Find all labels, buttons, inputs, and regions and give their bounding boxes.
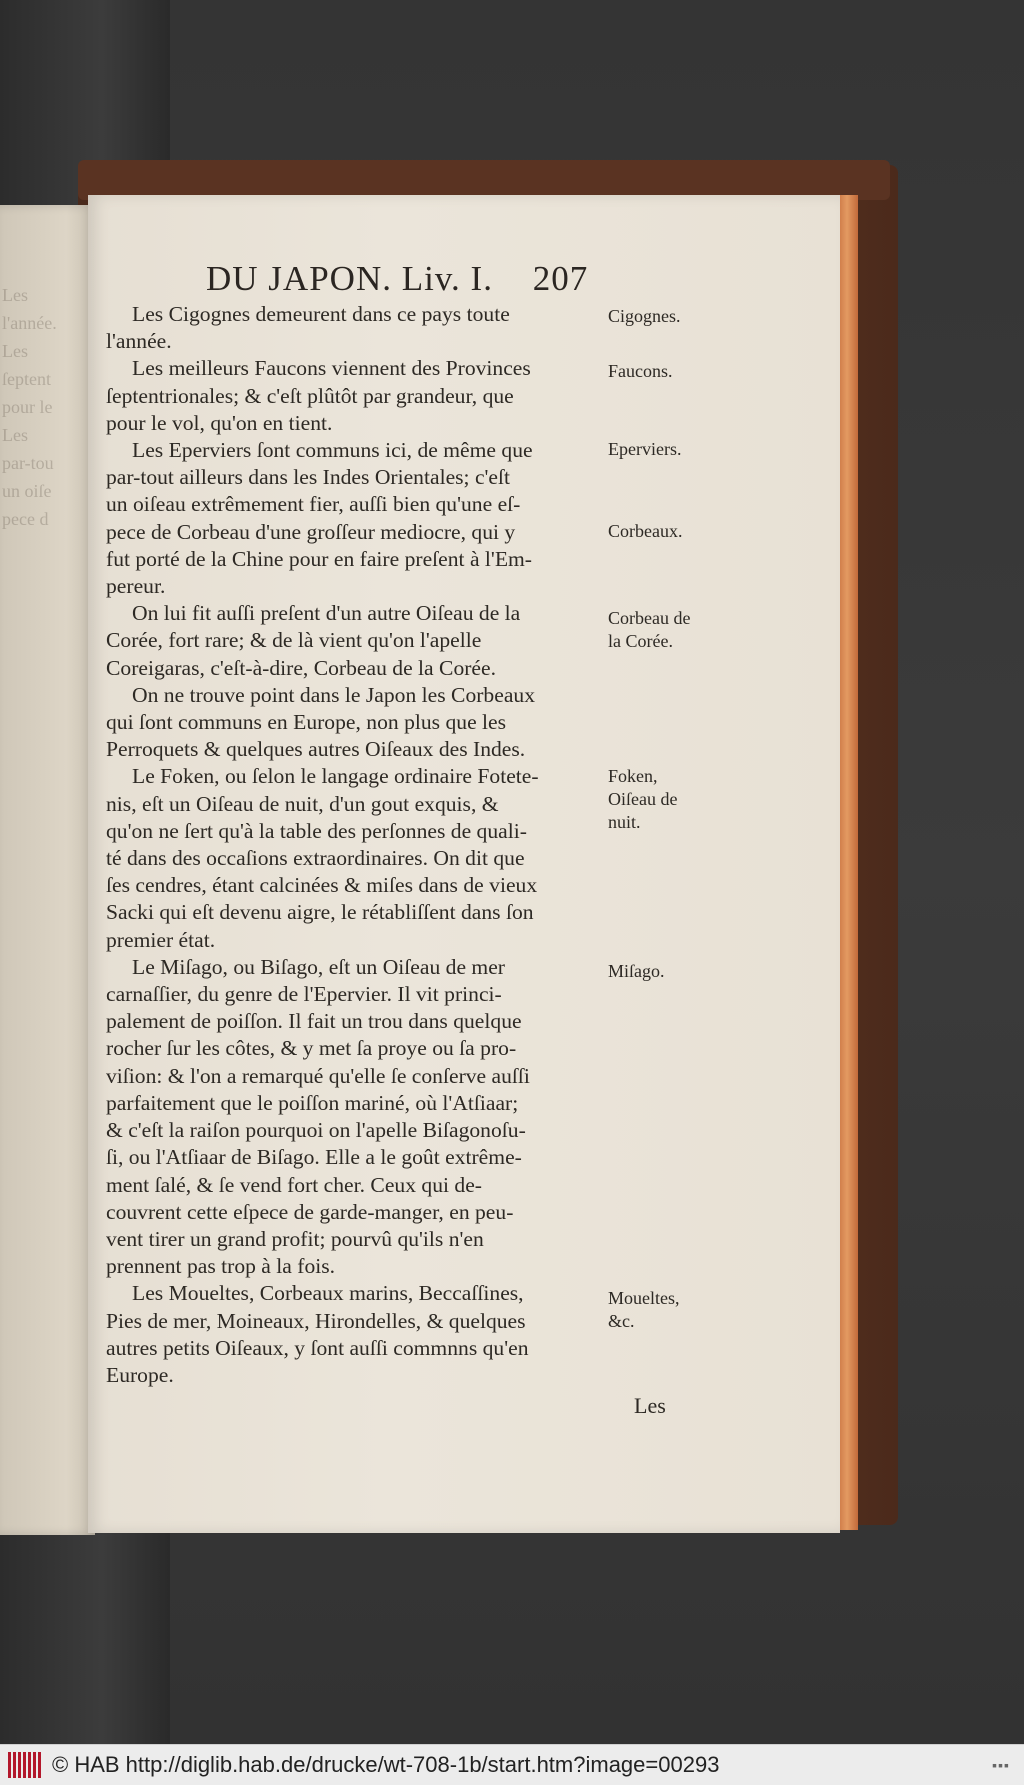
text-line: Pies de mer, Moineaux, Hirondelles, & quelques: [106, 1308, 526, 1333]
text-line: carnaſſier, du genre de l'Epervier. Il vit princi-: [106, 982, 502, 1007]
text-line: fut porté de la Chine pour en faire preſent à l'Em-: [106, 546, 533, 571]
margin-note: Faucons.: [608, 361, 673, 381]
margin-note: Corbeau de la Corée.: [608, 608, 691, 651]
catchword: Les: [634, 1393, 666, 1418]
text-line: & c'eſt la raiſon pourquoi on l'apelle Biſagonoſu-: [106, 1118, 526, 1143]
text-line: nis, eſt un Oiſeau de nuit, d'un gout exquis, &: [106, 791, 499, 816]
text-line: Les Cigognes demeurent dans ce pays toute: [132, 302, 510, 326]
text-line: ſes cendres, étant calcinées & miſes dans de vieux: [106, 873, 538, 898]
text-line: Le Miſago, ou Biſago, eſt un Oiſeau de mer: [132, 954, 505, 979]
text-line: pereur.: [106, 574, 166, 599]
text-line: Les meilleurs Faucons viennent des Provinces: [132, 356, 531, 381]
text-line: prennent pas trop à la fois.: [106, 1254, 336, 1279]
book-page: [88, 195, 840, 1533]
margin-note: Corbeaux.: [608, 521, 683, 541]
footer-link[interactable]: © HAB http://diglib.hab.de/drucke/wt-708-1b/start.htm?image=00293: [52, 1752, 720, 1777]
text-line: ſeptentrionales; & c'eſt plûtôt par grandeur, que: [106, 383, 514, 408]
text-line: parfaitement que le poiſſon mariné, où l'Atſiaar;: [106, 1090, 519, 1115]
margin-note: Cigognes.: [608, 306, 681, 326]
previous-page-fragment: Les l'année. Les ſeptent pour le Les par-tou un oiſe pece d: [0, 205, 95, 1535]
margin-note: Miſago.: [608, 961, 665, 981]
text-line: par-tout ailleurs dans les Indes Orientales; c'eſt: [106, 465, 511, 490]
hab-barcode-icon: [8, 1752, 42, 1778]
text-line: On lui fit auſſi preſent d'un autre Oiſeau de la: [132, 601, 521, 626]
page-number: 207: [532, 259, 589, 298]
text-line: vent tirer un grand profit; pourvû qu'ils n'en: [106, 1226, 484, 1251]
margin-note: Moueltes, &c.: [608, 1288, 680, 1331]
more-dots-icon[interactable]: ▪▪▪: [992, 1757, 1010, 1773]
margin-note: Eperviers.: [608, 439, 682, 459]
body-text: [106, 301, 686, 1389]
text-line: un oiſeau extrêmement fier, auſſi bien qu'une eſ-: [106, 492, 521, 517]
text-line: rocher ſur les côtes, & y met ſa proye ou ſa pro-: [106, 1036, 517, 1061]
viewer-footer: [0, 1744, 1024, 1785]
text-line: palement de poiſſon. Il fait un trou dans quelque: [106, 1009, 522, 1034]
text-line: qui ſont communs en Europe, non plus que les: [106, 710, 507, 735]
book-cover-top: [78, 160, 890, 200]
text-line: pour le vol, qu'on en tient.: [106, 410, 333, 435]
text-line: té dans des occaſions extraordinaires. On dit que: [106, 846, 525, 871]
text-line: qu'on ne ſert qu'à la table des perſonnes de quali-: [106, 818, 527, 843]
text-line: Corée, fort rare; & de là vient qu'on l'apelle: [106, 628, 482, 653]
text-line: Perroquets & quelques autres Oiſeaux des Indes.: [106, 737, 526, 762]
text-line: Les Moueltes, Corbeaux marins, Beccaſſines,: [132, 1281, 524, 1306]
text-line: Coreigaras, c'eſt-à-dire, Corbeau de la Corée.: [106, 655, 496, 680]
text-line: Europe.: [106, 1362, 174, 1387]
margin-note: Foken, Oiſeau de nuit.: [608, 766, 678, 832]
text-line: pece de Corbeau d'une groſſeur mediocre, qui y: [106, 519, 516, 544]
text-line: couvrent cette eſpece de garde-manger, en peu-: [106, 1199, 514, 1224]
text-line: Sacki qui eſt devenu aigre, le rétabliſſent dans ſon: [106, 900, 534, 925]
text-line: ment ſalé, & ſe vend fort cher. Ceux qui de-: [106, 1172, 482, 1197]
text-line: Les Eperviers ſont communs ici, de même que: [132, 438, 533, 463]
text-line: l'année.: [106, 329, 172, 354]
text-line: ſi, ou l'Atſiaar de Biſago. Elle a le goût extrême-: [106, 1145, 522, 1170]
text-line: viſion: & l'on a remarqué qu'elle ſe conſerve auſſi: [106, 1063, 530, 1088]
text-line: On ne trouve point dans le Japon les Corbeaux: [132, 682, 535, 707]
running-title: DU JAPON. Liv. I.: [206, 259, 493, 298]
running-header: [206, 259, 588, 299]
text-line: autres petits Oiſeaux, y ſont auſſi commnns qu'en: [106, 1335, 529, 1360]
text-line: Le Foken, ou ſelon le langage ordinaire Fotete-: [132, 764, 539, 789]
text-line: premier état.: [106, 927, 216, 952]
